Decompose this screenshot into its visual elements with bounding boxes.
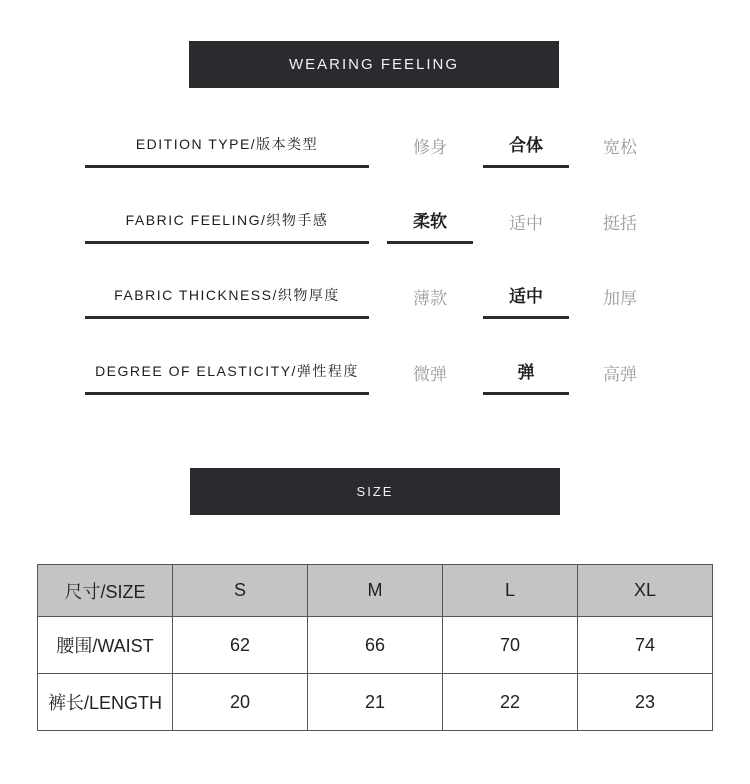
table-header-cell: M <box>308 565 443 617</box>
attribute-label: EDITION TYPE/版本类型 <box>85 122 369 168</box>
attribute-row-fabric-thickness <box>0 273 750 333</box>
size-banner <box>190 468 560 515</box>
attribute-row-elasticity <box>0 349 750 409</box>
table-cell: 70 <box>443 617 578 674</box>
table-cell: 23 <box>578 674 713 731</box>
attribute-row-edition-type <box>0 122 750 182</box>
table-cell: 74 <box>578 617 713 674</box>
table-cell: 62 <box>173 617 308 674</box>
table-header-row <box>38 565 713 617</box>
table-row <box>38 674 713 731</box>
option-selected: 弹 <box>483 349 569 395</box>
size-table <box>37 564 713 731</box>
attribute-row-fabric-feeling <box>0 198 750 258</box>
option: 修身 <box>413 137 447 158</box>
table-cell: 21 <box>308 674 443 731</box>
table-header-cell: 尺寸/SIZE <box>38 565 173 617</box>
option: 宽松 <box>603 137 637 158</box>
table-header-cell: S <box>173 565 308 617</box>
option: 适中 <box>509 213 543 234</box>
table-row-label: 裤长/LENGTH <box>38 674 173 731</box>
attribute-label: DEGREE OF ELASTICITY/弹性程度 <box>85 349 369 395</box>
table-cell: 20 <box>173 674 308 731</box>
table-cell: 22 <box>443 674 578 731</box>
option: 加厚 <box>603 288 637 309</box>
option: 挺括 <box>603 213 637 234</box>
table-row <box>38 617 713 674</box>
option: 薄款 <box>413 288 447 309</box>
table-header-cell: XL <box>578 565 713 617</box>
attribute-label: FABRIC THICKNESS/织物厚度 <box>85 273 369 319</box>
option: 高弹 <box>603 364 637 385</box>
table-cell: 66 <box>308 617 443 674</box>
wearing-feeling-banner <box>189 41 559 88</box>
table-row-label: 腰围/WAIST <box>38 617 173 674</box>
wearing-feeling-title: WEARING FEELING <box>288 56 460 73</box>
option-selected: 柔软 <box>387 198 473 244</box>
option-selected: 适中 <box>483 273 569 319</box>
option-selected: 合体 <box>483 122 569 168</box>
table-header-cell: L <box>443 565 578 617</box>
size-title: SIZE <box>356 484 394 499</box>
attribute-label: FABRIC FEELING/织物手感 <box>85 198 369 244</box>
option: 微弹 <box>413 364 447 385</box>
